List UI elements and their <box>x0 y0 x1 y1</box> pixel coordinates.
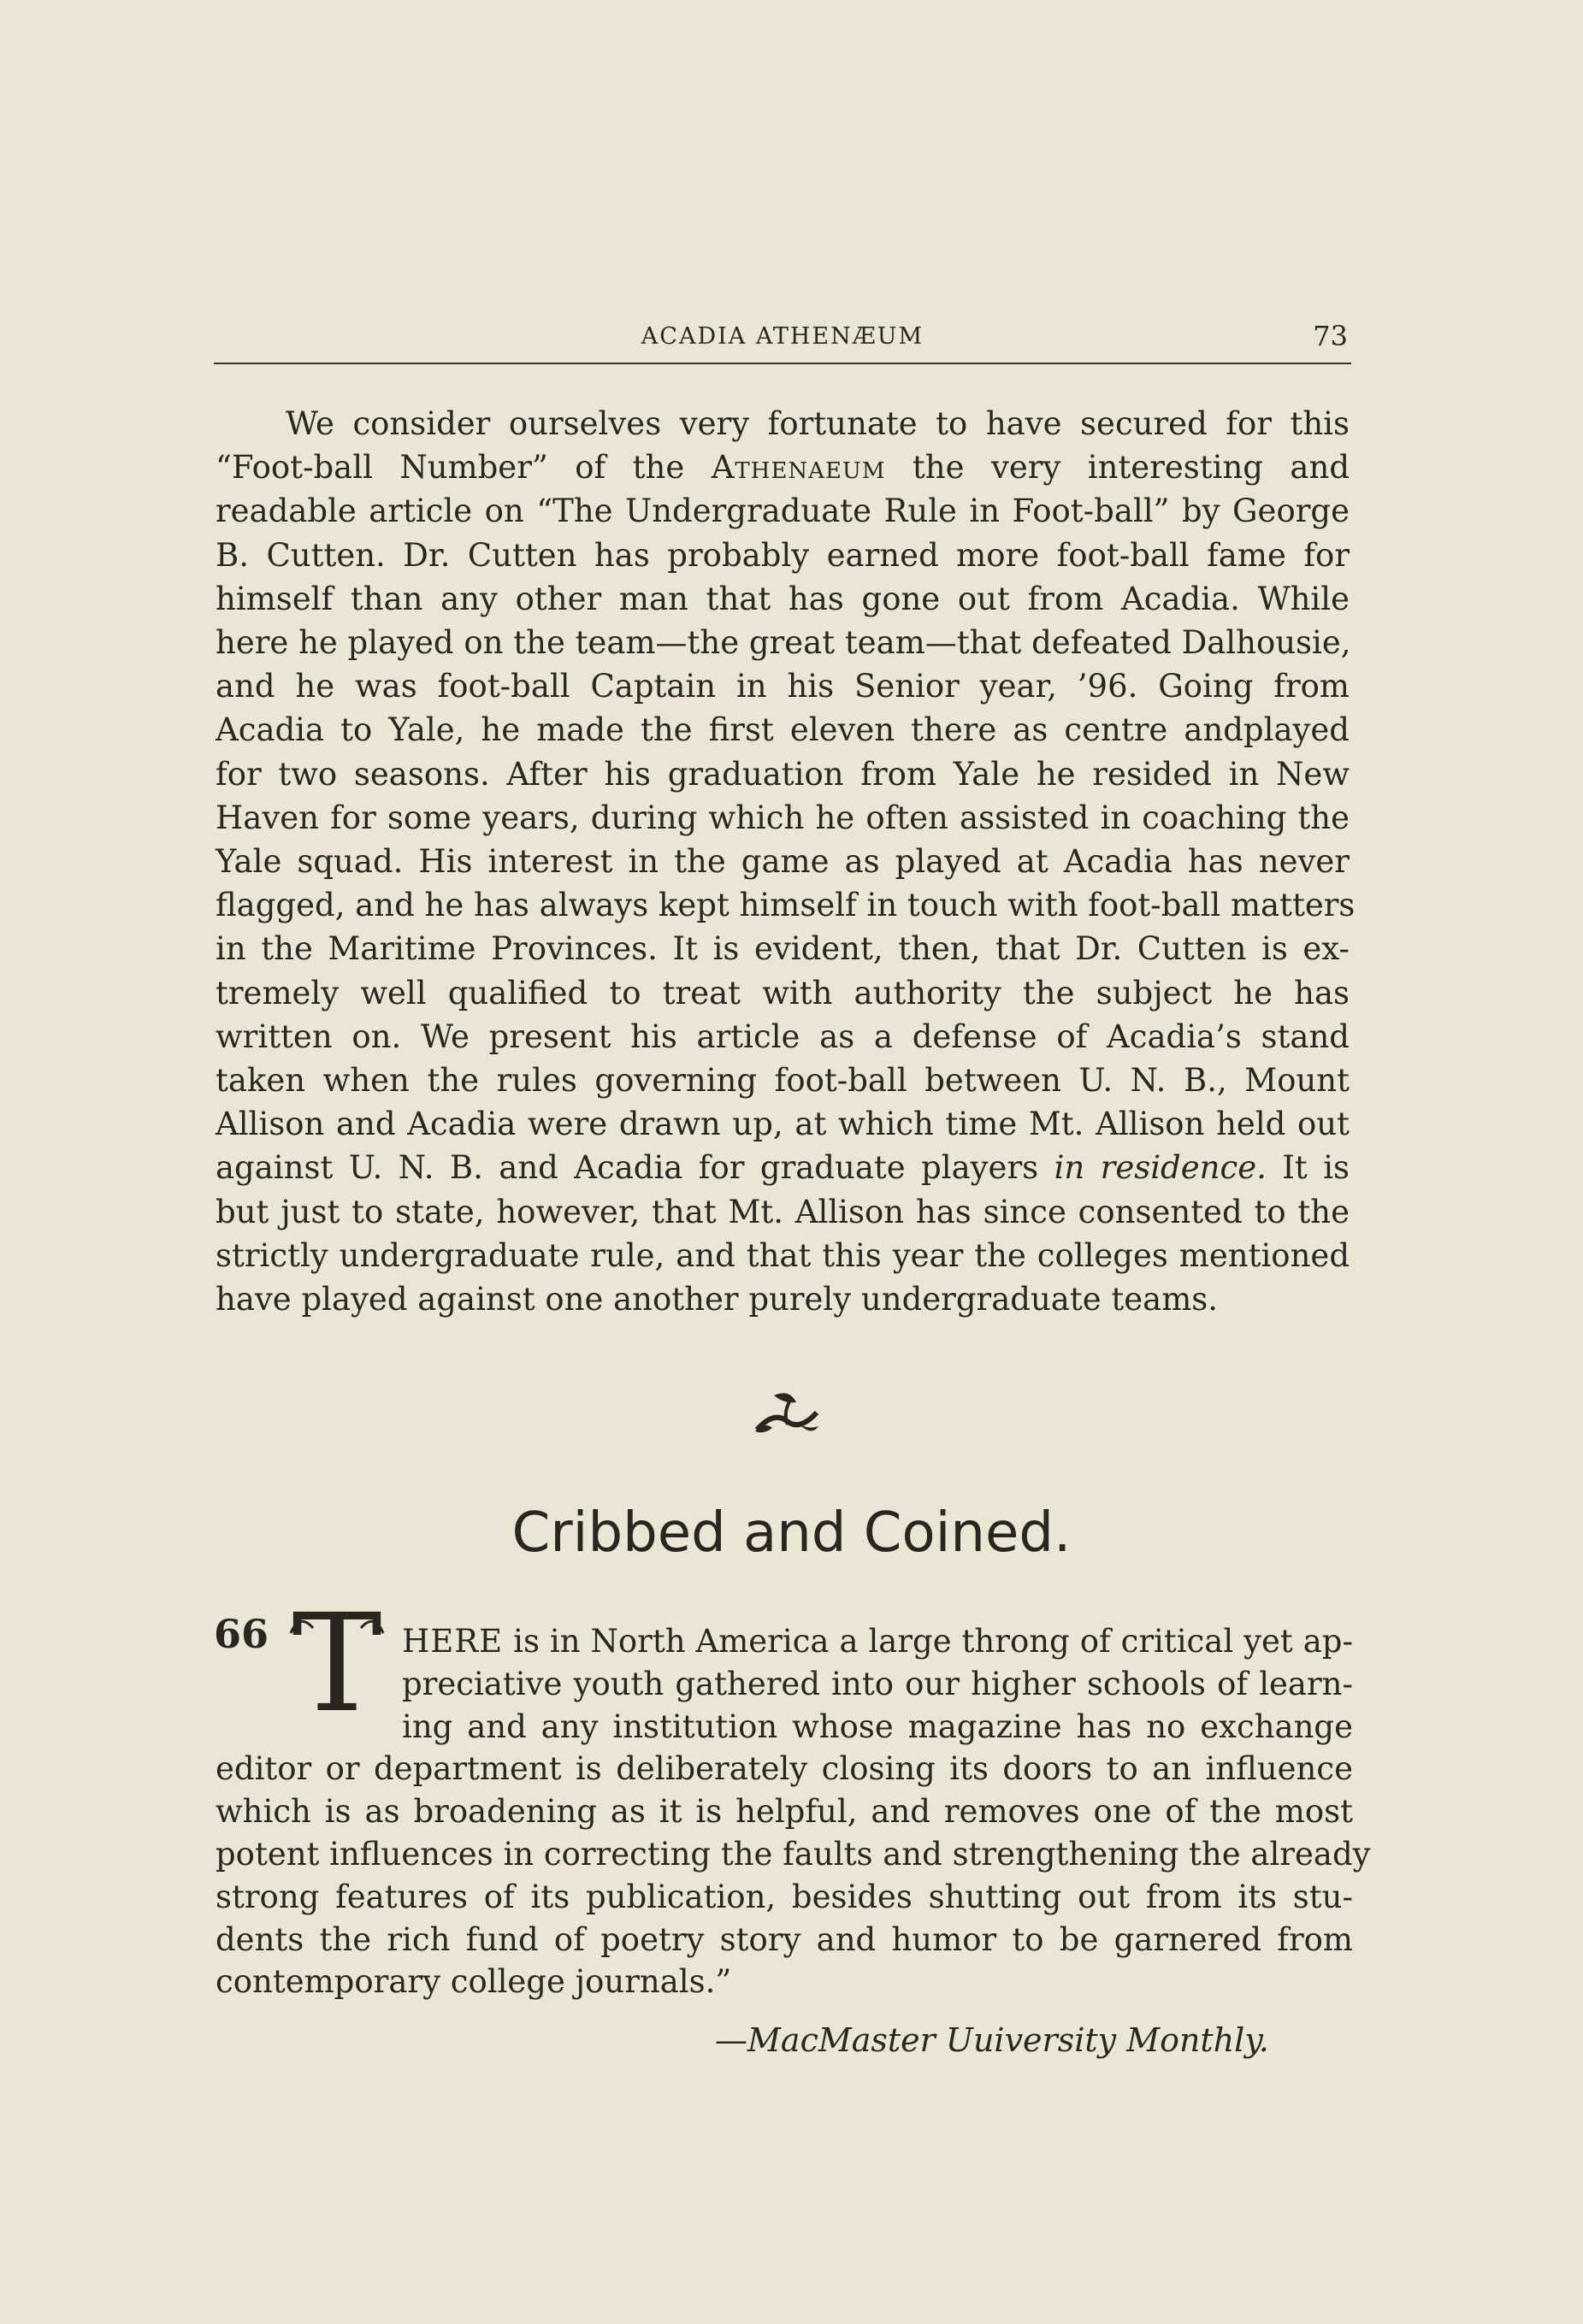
page-header <box>214 315 1351 364</box>
text-line: in the Maritime Provinces. It is evident, then, that Dr. Cutten is ex- <box>216 930 1350 968</box>
text-line: HERE is in North America a large throng of critical yet ap- <box>402 1623 1353 1660</box>
section-title: Cribbed and Coined. <box>511 1501 1072 1565</box>
text-line: potent influences in correcting the faults and strengthening the already <box>216 1835 1371 1873</box>
text-line: strictly undergraduate rule, and that this year the colleges mentioned <box>216 1236 1350 1274</box>
text-line: Acadia to Yale, he made the first eleven there as centre andplayed <box>216 711 1350 749</box>
text-line: which is as broadening as it is helpful, and removes one of the most <box>216 1793 1353 1831</box>
text-line: for two seasons. After his graduation from Yale he resided in New <box>216 755 1350 793</box>
text-line: dents the rich fund of poetry story and humor to be garnered from <box>216 1920 1353 1958</box>
drop-cap-letter: T <box>292 1585 382 1743</box>
text-line: “Foot-ball Number” of the Athenaeum the very interesting and <box>216 449 1350 487</box>
text-line: written on. We present his article as a defense of Acadia’s stand <box>216 1017 1350 1055</box>
text-line: preciative youth gathered into our higher schools of learn- <box>402 1665 1353 1702</box>
text-line: Haven for some years, during which he often assisted in coaching the <box>216 799 1350 836</box>
running-title: ACADIA ATHENÆUM <box>641 323 924 350</box>
page-number: 73 <box>1313 320 1348 352</box>
text-line: taken when the rules governing foot-ball between U. N. B., Mount <box>216 1062 1350 1100</box>
editorial-paragraph <box>216 402 1356 1321</box>
text-line: readable article on “The Undergraduate Rule in Foot-ball” by George <box>216 493 1350 530</box>
opening-quote-marks: 66 <box>214 1611 269 1657</box>
text-line: have played against one another purely undergraduate teams. <box>216 1281 1219 1318</box>
italic-phrase: in residence. <box>1054 1149 1267 1187</box>
text-line: against U. N. B. and Acadia for graduate players in residence. It is <box>216 1149 1350 1187</box>
text-line: flagged, and he has always kept himself in touch with foot-ball matters <box>216 887 1356 924</box>
text-line: here he played on the team—the great team—that defeated Dalhousie, <box>216 624 1351 662</box>
text-line: but just to state, however, that Mt. Allison has since consented to the <box>216 1193 1350 1230</box>
text-line: ing and any institution whose magazine has no exchange <box>402 1708 1353 1745</box>
text-line: and he was foot-ball Captain in his Senior year, ’96. Going from <box>216 668 1350 705</box>
text-line: Yale squad. His interest in the game as played at Acadia has never <box>216 843 1350 881</box>
text-line: editor or department is deliberately closing its doors to an influence <box>216 1750 1353 1788</box>
text-line: We consider ourselves very fortunate to have secured for this <box>286 405 1350 442</box>
journal-name: Athenaeum <box>711 449 886 487</box>
drop-cap-word-rest: HERE <box>402 1623 504 1660</box>
text-line: tremely well qualified to treat with authority the subject he has <box>216 974 1350 1012</box>
quote-attribution: —MacMaster Uuiversity Monthly. <box>715 2021 1269 2059</box>
quoted-paragraph <box>216 1620 1371 2003</box>
text-line: contemporary college journals.” <box>216 1963 732 2001</box>
text-line: B. Cutten. Dr. Cutten has probably earned more foot-ball fame for <box>216 536 1350 574</box>
text-line: himself than any other man that has gone out from Acadia. While <box>216 580 1350 617</box>
fleuron-ornament-icon <box>748 1387 825 1438</box>
text-line: strong features of its publication, besides shutting out from its stu- <box>216 1878 1353 1915</box>
text-line: Allison and Acadia were drawn up, at which time Mt. Allison held out <box>216 1106 1350 1143</box>
